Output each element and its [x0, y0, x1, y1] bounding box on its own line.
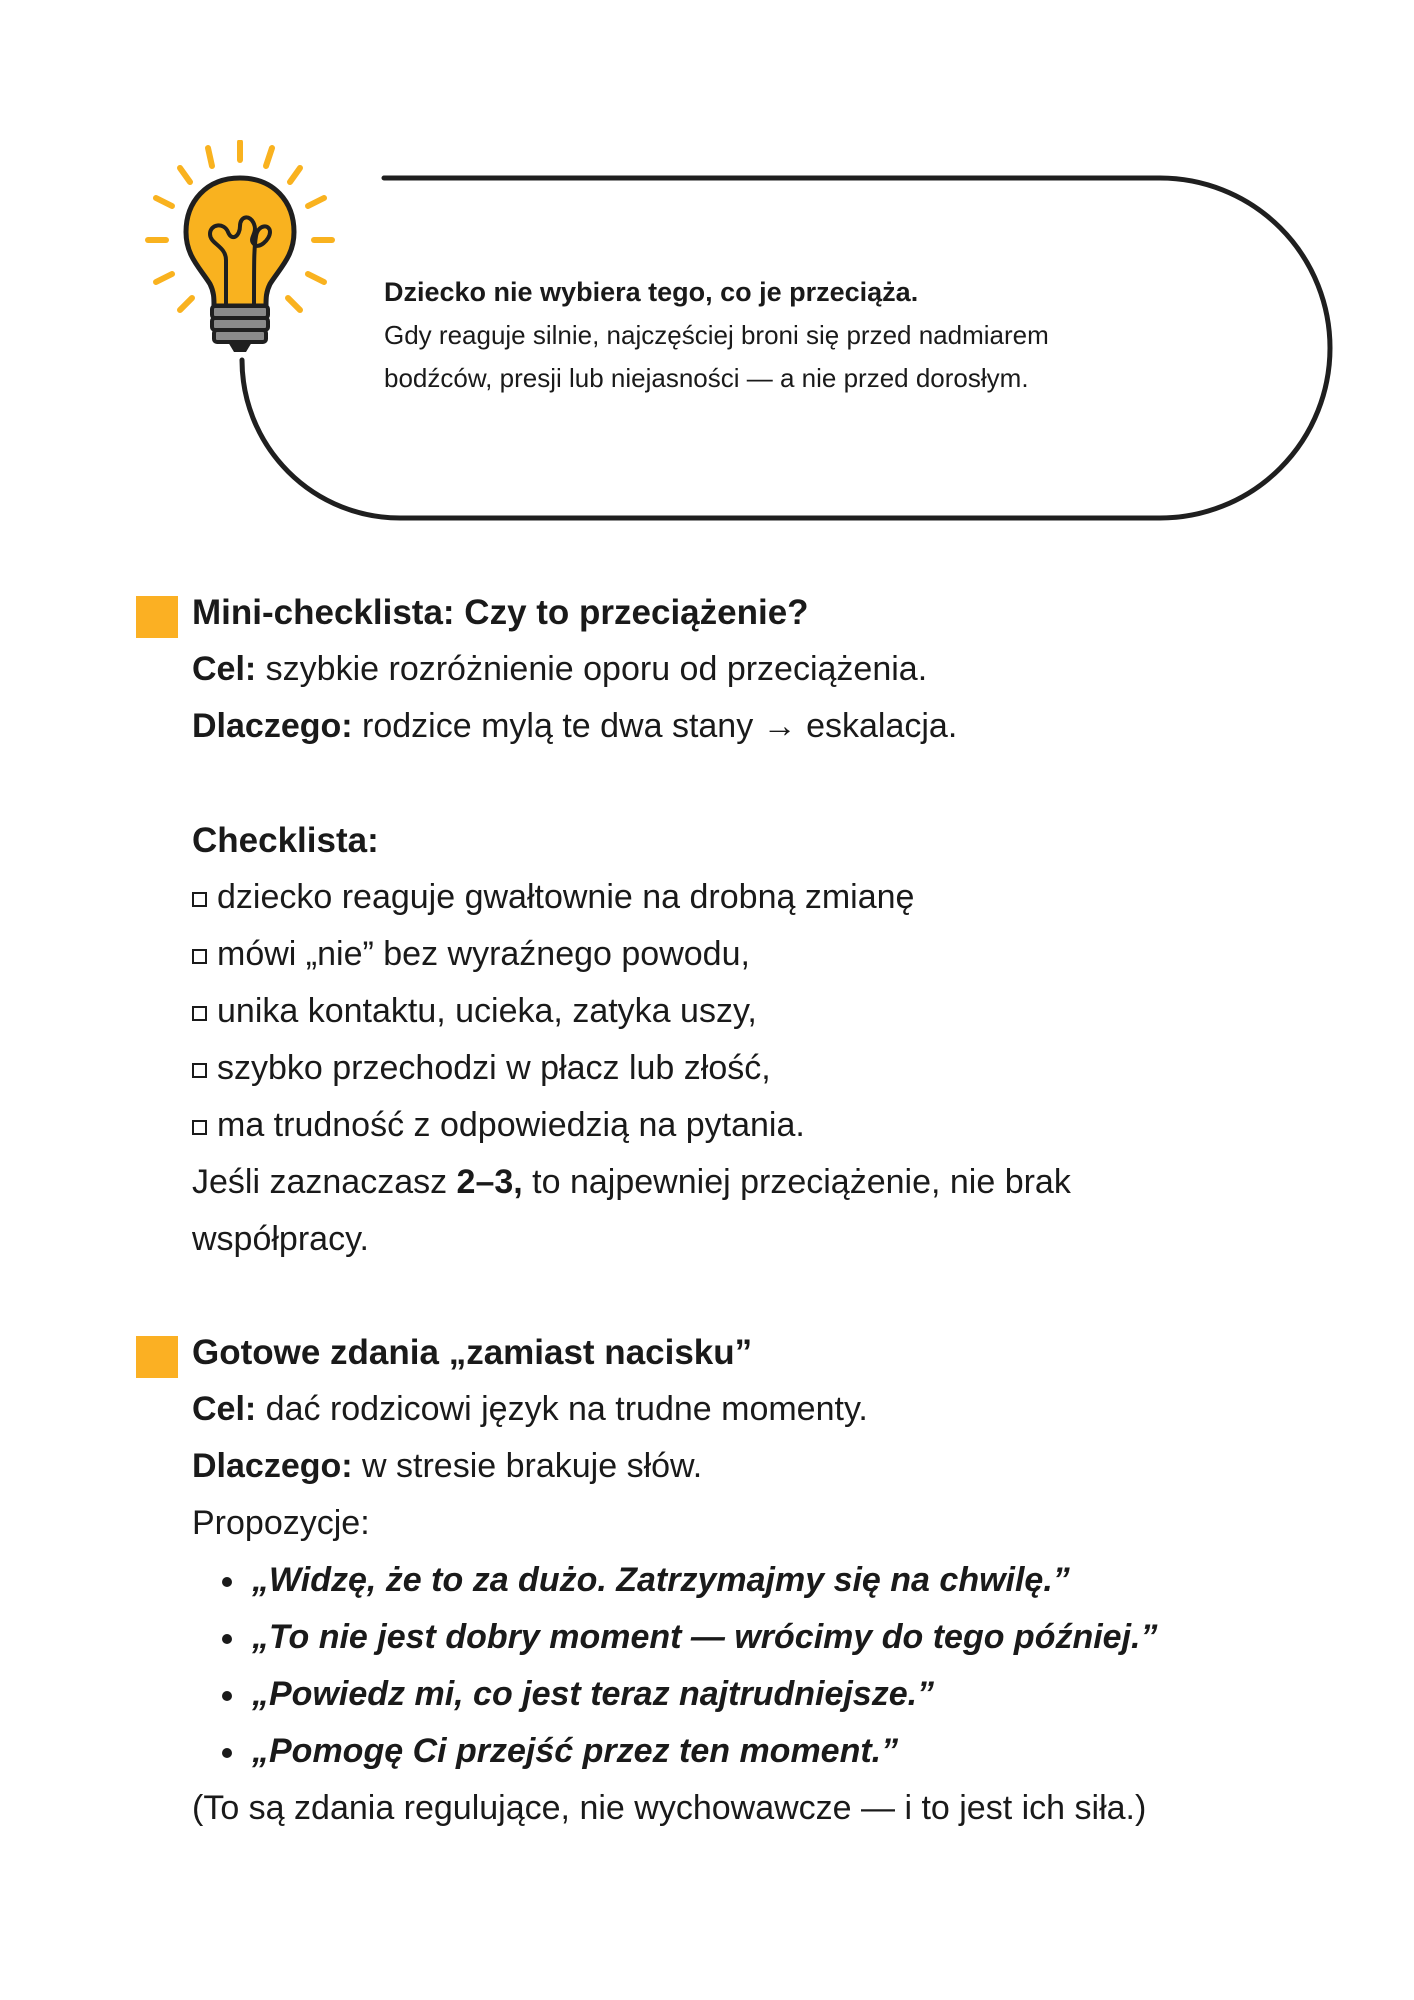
goal-line [192, 1381, 1342, 1438]
callout-line: Gdy reaguje silnie, najczęściej broni się przed nadmiarem [384, 320, 1049, 350]
summary-bold: 2–3, [456, 1163, 523, 1201]
bullet-icon [222, 1748, 232, 1758]
section-heading: Gotowe zdania „zamiast nacisku” [192, 1333, 753, 1372]
checkbox-icon [192, 1006, 207, 1021]
closing-note: (To są zdania regulujące, nie wychowawcze — i to jest ich siła.) [192, 1789, 1147, 1827]
why-line [192, 1438, 1342, 1495]
bullet-icon [222, 1691, 232, 1701]
quote-item [222, 1666, 1342, 1723]
goal-text: dać rodzicowi język na trudne momenty. [256, 1390, 868, 1428]
checklist-item-text: szybko przechodzi w płacz lub złość, [217, 1049, 771, 1087]
quote-text: „To nie jest dobry moment — wrócimy do tego później.” [252, 1618, 1158, 1656]
goal-line [192, 641, 1342, 698]
why-text: rodzice mylą te dwa stany → eskalacja. [352, 707, 958, 745]
why-label: Dlaczego: [192, 707, 353, 745]
checklist-item-text: ma trudność z odpowiedzią na pytania. [217, 1106, 805, 1144]
why-label: Dlaczego: [192, 1447, 353, 1485]
lightbulb-icon [140, 140, 340, 360]
section-marker [136, 1336, 178, 1378]
quote-text: „Widzę, że to za dużo. Zatrzymajmy się na chwilę.” [252, 1561, 1070, 1599]
quote-item [222, 1609, 1342, 1666]
quote-text: „Pomogę Ci przejść przez ten moment.” [252, 1732, 899, 1770]
checklist-item-text: unika kontaktu, ucieka, zatyka uszy, [217, 992, 757, 1030]
checkbox-icon [192, 1063, 207, 1078]
checkbox-icon [192, 1120, 207, 1135]
summary-text: Jeśli zaznaczasz [192, 1163, 457, 1201]
goal-text: szybkie rozróżnienie oporu od przeciążenia. [256, 650, 928, 688]
checklist-item-text: dziecko reaguje gwałtownie na drobną zmianę [217, 878, 915, 916]
checklist-heading: Checklista: [192, 821, 379, 860]
why-line [192, 698, 1342, 755]
goal-label: Cel: [192, 650, 257, 688]
goal-label: Cel: [192, 1390, 257, 1428]
checklist-item [192, 983, 1342, 1040]
summary-text: to najpewniej przeciążenie, nie brak [522, 1163, 1071, 1201]
bullet-icon [222, 1577, 232, 1587]
callout-text [384, 270, 1244, 400]
checklist-item-text: mówi „nie” bez wyraźnego powodu, [217, 935, 750, 973]
checklist-item [192, 1097, 1342, 1154]
bullet-icon [222, 1634, 232, 1644]
section-checklist [192, 584, 1342, 1268]
section-heading: Mini-checklista: Czy to przeciążenie? [192, 593, 809, 632]
quote-item [222, 1723, 1342, 1780]
checklist-item [192, 926, 1342, 983]
callout-line: bodźców, presji lub niejasności — a nie przed dorosłym. [384, 363, 1029, 393]
checklist-item [192, 1040, 1342, 1097]
checkbox-icon [192, 949, 207, 964]
section-phrases [192, 1324, 1342, 1837]
checklist-item [192, 869, 1342, 926]
proposals-label: Propozycje: [192, 1504, 370, 1542]
quote-item [222, 1552, 1342, 1609]
why-text: w stresie brakuje słów. [352, 1447, 703, 1485]
callout-title: Dziecko nie wybiera tego, co je przeciąża. [384, 277, 919, 307]
summary-line-2: współpracy. [192, 1220, 369, 1258]
section-marker [136, 596, 178, 638]
summary-line [192, 1154, 1342, 1211]
quote-list [192, 1552, 1342, 1780]
quote-text: „Powiedz mi, co jest teraz najtrudniejsze.” [252, 1675, 935, 1713]
checkbox-icon [192, 892, 207, 907]
